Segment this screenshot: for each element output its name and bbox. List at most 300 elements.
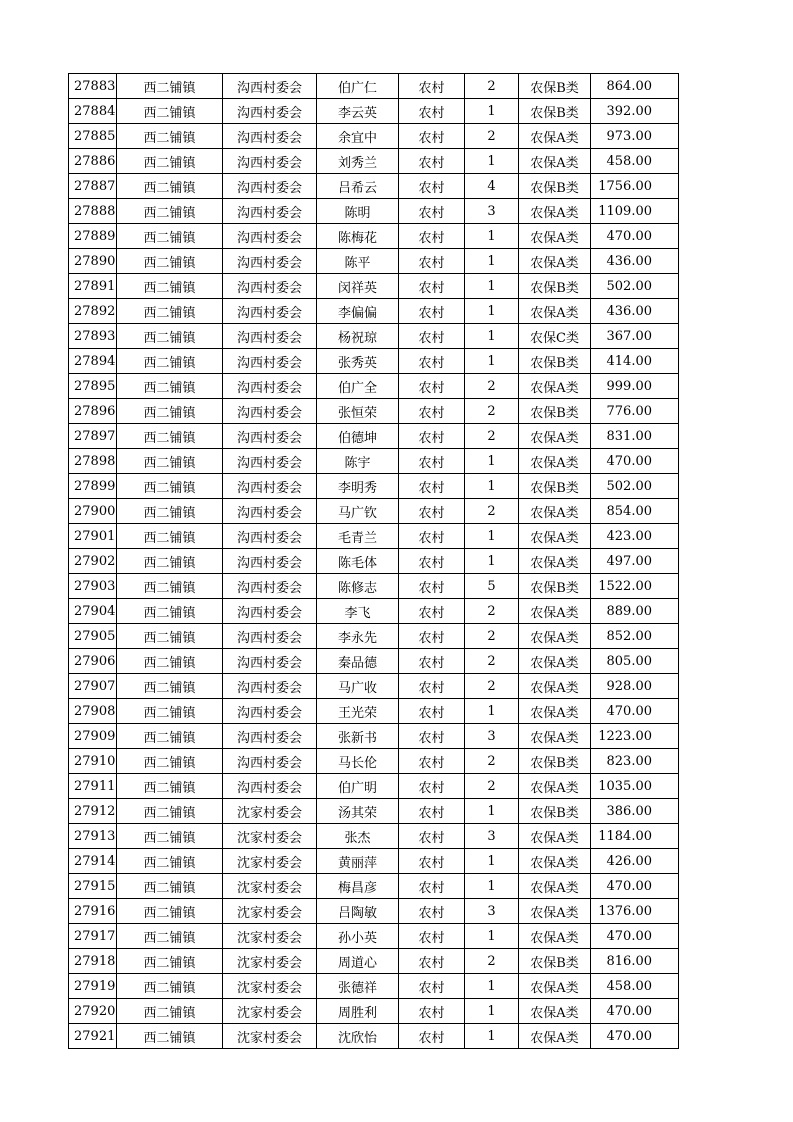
table-row bbox=[69, 549, 679, 574]
table-row bbox=[69, 574, 679, 599]
town-cell: 西二铺镇 bbox=[117, 249, 223, 274]
record-id-cell: 27898 bbox=[69, 449, 117, 474]
insurance-category-cell: 农保A类 bbox=[519, 1024, 591, 1049]
name-cell: 余宜中 bbox=[317, 124, 399, 149]
household-count-cell: 1 bbox=[465, 924, 519, 949]
insurance-category-cell: 农保A类 bbox=[519, 549, 591, 574]
household-count-cell: 1 bbox=[465, 324, 519, 349]
area-type-cell: 农村 bbox=[399, 724, 465, 749]
name-cell: 李云英 bbox=[317, 99, 399, 124]
amount-cell: 973.00 bbox=[591, 124, 679, 149]
town-cell: 西二铺镇 bbox=[117, 424, 223, 449]
amount-cell: 928.00 bbox=[591, 674, 679, 699]
household-count-cell: 1 bbox=[465, 699, 519, 724]
record-id-cell: 27892 bbox=[69, 299, 117, 324]
village-committee-cell: 沈家村委会 bbox=[223, 974, 317, 999]
name-cell: 沈欣怡 bbox=[317, 1024, 399, 1049]
village-committee-cell: 沈家村委会 bbox=[223, 1024, 317, 1049]
insurance-category-cell: 农保B类 bbox=[519, 474, 591, 499]
insurance-category-cell: 农保A类 bbox=[519, 924, 591, 949]
household-count-cell: 1 bbox=[465, 999, 519, 1024]
village-committee-cell: 沟西村委会 bbox=[223, 524, 317, 549]
village-committee-cell: 沟西村委会 bbox=[223, 199, 317, 224]
record-id-cell: 27905 bbox=[69, 624, 117, 649]
area-type-cell: 农村 bbox=[399, 1024, 465, 1049]
amount-cell: 470.00 bbox=[591, 874, 679, 899]
town-cell: 西二铺镇 bbox=[117, 824, 223, 849]
village-committee-cell: 沟西村委会 bbox=[223, 549, 317, 574]
name-cell: 李飞 bbox=[317, 599, 399, 624]
insurance-category-cell: 农保B类 bbox=[519, 349, 591, 374]
record-id-cell: 27916 bbox=[69, 899, 117, 924]
amount-cell: 436.00 bbox=[591, 249, 679, 274]
name-cell: 周道心 bbox=[317, 949, 399, 974]
table-row bbox=[69, 299, 679, 324]
town-cell: 西二铺镇 bbox=[117, 799, 223, 824]
table-row bbox=[69, 1024, 679, 1049]
town-cell: 西二铺镇 bbox=[117, 874, 223, 899]
town-cell: 西二铺镇 bbox=[117, 974, 223, 999]
area-type-cell: 农村 bbox=[399, 699, 465, 724]
town-cell: 西二铺镇 bbox=[117, 849, 223, 874]
name-cell: 伯广仁 bbox=[317, 74, 399, 99]
record-id-cell: 27886 bbox=[69, 149, 117, 174]
insurance-category-cell: 农保A类 bbox=[519, 674, 591, 699]
insurance-category-cell: 农保A类 bbox=[519, 599, 591, 624]
name-cell: 黄丽萍 bbox=[317, 849, 399, 874]
insurance-category-cell: 农保A类 bbox=[519, 774, 591, 799]
name-cell: 李永先 bbox=[317, 624, 399, 649]
name-cell: 陈梅花 bbox=[317, 224, 399, 249]
household-count-cell: 1 bbox=[465, 474, 519, 499]
record-id-cell: 27885 bbox=[69, 124, 117, 149]
name-cell: 陈毛体 bbox=[317, 549, 399, 574]
area-type-cell: 农村 bbox=[399, 74, 465, 99]
village-committee-cell: 沟西村委会 bbox=[223, 674, 317, 699]
household-count-cell: 1 bbox=[465, 224, 519, 249]
amount-cell: 423.00 bbox=[591, 524, 679, 549]
area-type-cell: 农村 bbox=[399, 749, 465, 774]
village-committee-cell: 沟西村委会 bbox=[223, 249, 317, 274]
household-count-cell: 1 bbox=[465, 524, 519, 549]
table-row bbox=[69, 174, 679, 199]
record-id-cell: 27919 bbox=[69, 974, 117, 999]
table-row bbox=[69, 99, 679, 124]
table-row bbox=[69, 674, 679, 699]
town-cell: 西二铺镇 bbox=[117, 674, 223, 699]
town-cell: 西二铺镇 bbox=[117, 374, 223, 399]
amount-cell: 889.00 bbox=[591, 599, 679, 624]
insurance-category-cell: 农保B类 bbox=[519, 274, 591, 299]
table-row bbox=[69, 599, 679, 624]
amount-cell: 854.00 bbox=[591, 499, 679, 524]
name-cell: 周胜利 bbox=[317, 999, 399, 1024]
amount-cell: 805.00 bbox=[591, 649, 679, 674]
data-table bbox=[68, 73, 679, 1049]
village-committee-cell: 沟西村委会 bbox=[223, 499, 317, 524]
amount-cell: 470.00 bbox=[591, 1024, 679, 1049]
household-count-cell: 2 bbox=[465, 749, 519, 774]
table-row bbox=[69, 824, 679, 849]
village-committee-cell: 沟西村委会 bbox=[223, 474, 317, 499]
village-committee-cell: 沟西村委会 bbox=[223, 649, 317, 674]
area-type-cell: 农村 bbox=[399, 974, 465, 999]
record-id-cell: 27908 bbox=[69, 699, 117, 724]
amount-cell: 816.00 bbox=[591, 949, 679, 974]
name-cell: 杨祝琼 bbox=[317, 324, 399, 349]
name-cell: 陈修志 bbox=[317, 574, 399, 599]
insurance-category-cell: 农保B类 bbox=[519, 74, 591, 99]
insurance-category-cell: 农保A类 bbox=[519, 824, 591, 849]
amount-cell: 436.00 bbox=[591, 299, 679, 324]
town-cell: 西二铺镇 bbox=[117, 474, 223, 499]
village-committee-cell: 沈家村委会 bbox=[223, 824, 317, 849]
village-committee-cell: 沟西村委会 bbox=[223, 174, 317, 199]
town-cell: 西二铺镇 bbox=[117, 1024, 223, 1049]
town-cell: 西二铺镇 bbox=[117, 449, 223, 474]
name-cell: 张杰 bbox=[317, 824, 399, 849]
area-type-cell: 农村 bbox=[399, 874, 465, 899]
household-count-cell: 2 bbox=[465, 774, 519, 799]
record-id-cell: 27910 bbox=[69, 749, 117, 774]
amount-cell: 470.00 bbox=[591, 924, 679, 949]
amount-cell: 497.00 bbox=[591, 549, 679, 574]
amount-cell: 823.00 bbox=[591, 749, 679, 774]
village-committee-cell: 沟西村委会 bbox=[223, 399, 317, 424]
village-committee-cell: 沈家村委会 bbox=[223, 874, 317, 899]
village-committee-cell: 沟西村委会 bbox=[223, 124, 317, 149]
table-row bbox=[69, 199, 679, 224]
name-cell: 伯德坤 bbox=[317, 424, 399, 449]
village-committee-cell: 沟西村委会 bbox=[223, 724, 317, 749]
insurance-category-cell: 农保A类 bbox=[519, 649, 591, 674]
area-type-cell: 农村 bbox=[399, 599, 465, 624]
household-count-cell: 1 bbox=[465, 1024, 519, 1049]
town-cell: 西二铺镇 bbox=[117, 574, 223, 599]
town-cell: 西二铺镇 bbox=[117, 399, 223, 424]
name-cell: 张新书 bbox=[317, 724, 399, 749]
insurance-category-cell: 农保A类 bbox=[519, 899, 591, 924]
record-id-cell: 27907 bbox=[69, 674, 117, 699]
town-cell: 西二铺镇 bbox=[117, 499, 223, 524]
household-count-cell: 2 bbox=[465, 649, 519, 674]
record-id-cell: 27893 bbox=[69, 324, 117, 349]
area-type-cell: 农村 bbox=[399, 624, 465, 649]
household-count-cell: 1 bbox=[465, 249, 519, 274]
insurance-category-cell: 农保A类 bbox=[519, 199, 591, 224]
village-committee-cell: 沟西村委会 bbox=[223, 374, 317, 399]
insurance-category-cell: 农保A类 bbox=[519, 699, 591, 724]
household-count-cell: 1 bbox=[465, 874, 519, 899]
table-row bbox=[69, 624, 679, 649]
table-row bbox=[69, 324, 679, 349]
name-cell: 马长伦 bbox=[317, 749, 399, 774]
household-count-cell: 2 bbox=[465, 124, 519, 149]
amount-cell: 392.00 bbox=[591, 99, 679, 124]
area-type-cell: 农村 bbox=[399, 824, 465, 849]
area-type-cell: 农村 bbox=[399, 674, 465, 699]
name-cell: 毛青兰 bbox=[317, 524, 399, 549]
household-count-cell: 1 bbox=[465, 299, 519, 324]
table-row bbox=[69, 374, 679, 399]
insurance-category-cell: 农保B类 bbox=[519, 799, 591, 824]
village-committee-cell: 沈家村委会 bbox=[223, 949, 317, 974]
record-id-cell: 27899 bbox=[69, 474, 117, 499]
household-count-cell: 1 bbox=[465, 974, 519, 999]
name-cell: 马广收 bbox=[317, 674, 399, 699]
household-count-cell: 3 bbox=[465, 899, 519, 924]
village-committee-cell: 沟西村委会 bbox=[223, 699, 317, 724]
town-cell: 西二铺镇 bbox=[117, 99, 223, 124]
record-id-cell: 27918 bbox=[69, 949, 117, 974]
village-committee-cell: 沟西村委会 bbox=[223, 624, 317, 649]
record-id-cell: 27902 bbox=[69, 549, 117, 574]
amount-cell: 1184.00 bbox=[591, 824, 679, 849]
area-type-cell: 农村 bbox=[399, 299, 465, 324]
household-count-cell: 3 bbox=[465, 824, 519, 849]
amount-cell: 367.00 bbox=[591, 324, 679, 349]
amount-cell: 426.00 bbox=[591, 849, 679, 874]
town-cell: 西二铺镇 bbox=[117, 74, 223, 99]
area-type-cell: 农村 bbox=[399, 374, 465, 399]
household-count-cell: 1 bbox=[465, 274, 519, 299]
town-cell: 西二铺镇 bbox=[117, 349, 223, 374]
area-type-cell: 农村 bbox=[399, 899, 465, 924]
insurance-category-cell: 农保B类 bbox=[519, 174, 591, 199]
name-cell: 伯广明 bbox=[317, 774, 399, 799]
insurance-category-cell: 农保A类 bbox=[519, 724, 591, 749]
amount-cell: 1223.00 bbox=[591, 724, 679, 749]
area-type-cell: 农村 bbox=[399, 774, 465, 799]
area-type-cell: 农村 bbox=[399, 324, 465, 349]
area-type-cell: 农村 bbox=[399, 449, 465, 474]
area-type-cell: 农村 bbox=[399, 424, 465, 449]
area-type-cell: 农村 bbox=[399, 274, 465, 299]
area-type-cell: 农村 bbox=[399, 649, 465, 674]
amount-cell: 1756.00 bbox=[591, 174, 679, 199]
town-cell: 西二铺镇 bbox=[117, 949, 223, 974]
household-count-cell: 3 bbox=[465, 724, 519, 749]
table-row bbox=[69, 274, 679, 299]
town-cell: 西二铺镇 bbox=[117, 149, 223, 174]
table-row bbox=[69, 774, 679, 799]
household-count-cell: 2 bbox=[465, 424, 519, 449]
household-count-cell: 2 bbox=[465, 599, 519, 624]
record-id-cell: 27888 bbox=[69, 199, 117, 224]
household-count-cell: 3 bbox=[465, 199, 519, 224]
name-cell: 陈明 bbox=[317, 199, 399, 224]
town-cell: 西二铺镇 bbox=[117, 124, 223, 149]
insurance-category-cell: 农保A类 bbox=[519, 449, 591, 474]
area-type-cell: 农村 bbox=[399, 799, 465, 824]
household-count-cell: 4 bbox=[465, 174, 519, 199]
town-cell: 西二铺镇 bbox=[117, 749, 223, 774]
name-cell: 刘秀兰 bbox=[317, 149, 399, 174]
town-cell: 西二铺镇 bbox=[117, 174, 223, 199]
household-count-cell: 1 bbox=[465, 549, 519, 574]
area-type-cell: 农村 bbox=[399, 949, 465, 974]
village-committee-cell: 沟西村委会 bbox=[223, 774, 317, 799]
name-cell: 陈平 bbox=[317, 249, 399, 274]
area-type-cell: 农村 bbox=[399, 124, 465, 149]
table-row bbox=[69, 699, 679, 724]
name-cell: 张德祥 bbox=[317, 974, 399, 999]
insurance-category-cell: 农保A类 bbox=[519, 149, 591, 174]
household-count-cell: 2 bbox=[465, 949, 519, 974]
record-id-cell: 27904 bbox=[69, 599, 117, 624]
amount-cell: 414.00 bbox=[591, 349, 679, 374]
town-cell: 西二铺镇 bbox=[117, 699, 223, 724]
amount-cell: 386.00 bbox=[591, 799, 679, 824]
table-row bbox=[69, 499, 679, 524]
record-id-cell: 27917 bbox=[69, 924, 117, 949]
record-id-cell: 27897 bbox=[69, 424, 117, 449]
household-count-cell: 1 bbox=[465, 849, 519, 874]
insurance-category-cell: 农保B类 bbox=[519, 99, 591, 124]
table-row bbox=[69, 924, 679, 949]
name-cell: 王光荣 bbox=[317, 699, 399, 724]
table-row bbox=[69, 249, 679, 274]
village-committee-cell: 沟西村委会 bbox=[223, 349, 317, 374]
table-row bbox=[69, 399, 679, 424]
town-cell: 西二铺镇 bbox=[117, 649, 223, 674]
village-committee-cell: 沟西村委会 bbox=[223, 324, 317, 349]
village-committee-cell: 沟西村委会 bbox=[223, 224, 317, 249]
record-id-cell: 27920 bbox=[69, 999, 117, 1024]
town-cell: 西二铺镇 bbox=[117, 599, 223, 624]
insurance-category-cell: 农保A类 bbox=[519, 224, 591, 249]
amount-cell: 470.00 bbox=[591, 224, 679, 249]
name-cell: 吕陶敏 bbox=[317, 899, 399, 924]
area-type-cell: 农村 bbox=[399, 174, 465, 199]
record-id-cell: 27896 bbox=[69, 399, 117, 424]
insurance-category-cell: 农保C类 bbox=[519, 324, 591, 349]
amount-cell: 1376.00 bbox=[591, 899, 679, 924]
village-committee-cell: 沟西村委会 bbox=[223, 749, 317, 774]
insurance-category-cell: 农保B类 bbox=[519, 399, 591, 424]
record-id-cell: 27895 bbox=[69, 374, 117, 399]
table-row bbox=[69, 474, 679, 499]
amount-cell: 1522.00 bbox=[591, 574, 679, 599]
table-row bbox=[69, 849, 679, 874]
village-committee-cell: 沈家村委会 bbox=[223, 849, 317, 874]
record-id-cell: 27894 bbox=[69, 349, 117, 374]
table-row bbox=[69, 424, 679, 449]
area-type-cell: 农村 bbox=[399, 924, 465, 949]
table-row bbox=[69, 749, 679, 774]
table-row bbox=[69, 999, 679, 1024]
area-type-cell: 农村 bbox=[399, 149, 465, 174]
table-row bbox=[69, 124, 679, 149]
insurance-category-cell: 农保A类 bbox=[519, 874, 591, 899]
amount-cell: 776.00 bbox=[591, 399, 679, 424]
record-id-cell: 27921 bbox=[69, 1024, 117, 1049]
village-committee-cell: 沟西村委会 bbox=[223, 299, 317, 324]
household-count-cell: 5 bbox=[465, 574, 519, 599]
name-cell: 伯广全 bbox=[317, 374, 399, 399]
table-row bbox=[69, 724, 679, 749]
record-id-cell: 27914 bbox=[69, 849, 117, 874]
record-id-cell: 27901 bbox=[69, 524, 117, 549]
amount-cell: 458.00 bbox=[591, 149, 679, 174]
area-type-cell: 农村 bbox=[399, 574, 465, 599]
town-cell: 西二铺镇 bbox=[117, 549, 223, 574]
town-cell: 西二铺镇 bbox=[117, 774, 223, 799]
name-cell: 陈宇 bbox=[317, 449, 399, 474]
insurance-category-cell: 农保A类 bbox=[519, 999, 591, 1024]
area-type-cell: 农村 bbox=[399, 474, 465, 499]
village-committee-cell: 沟西村委会 bbox=[223, 274, 317, 299]
amount-cell: 1109.00 bbox=[591, 199, 679, 224]
table-row bbox=[69, 974, 679, 999]
amount-cell: 852.00 bbox=[591, 624, 679, 649]
insurance-category-cell: 农保A类 bbox=[519, 124, 591, 149]
household-count-cell: 2 bbox=[465, 399, 519, 424]
name-cell: 马广钦 bbox=[317, 499, 399, 524]
name-cell: 张恒荣 bbox=[317, 399, 399, 424]
record-id-cell: 27903 bbox=[69, 574, 117, 599]
table-row bbox=[69, 224, 679, 249]
name-cell: 吕希云 bbox=[317, 174, 399, 199]
name-cell: 孙小英 bbox=[317, 924, 399, 949]
area-type-cell: 农村 bbox=[399, 549, 465, 574]
insurance-category-cell: 农保A类 bbox=[519, 974, 591, 999]
record-id-cell: 27915 bbox=[69, 874, 117, 899]
insurance-category-cell: 农保A类 bbox=[519, 249, 591, 274]
town-cell: 西二铺镇 bbox=[117, 224, 223, 249]
village-committee-cell: 沈家村委会 bbox=[223, 999, 317, 1024]
record-id-cell: 27883 bbox=[69, 74, 117, 99]
name-cell: 梅昌彦 bbox=[317, 874, 399, 899]
area-type-cell: 农村 bbox=[399, 349, 465, 374]
household-count-cell: 2 bbox=[465, 374, 519, 399]
town-cell: 西二铺镇 bbox=[117, 324, 223, 349]
record-id-cell: 27906 bbox=[69, 649, 117, 674]
amount-cell: 502.00 bbox=[591, 274, 679, 299]
record-id-cell: 27913 bbox=[69, 824, 117, 849]
table-body bbox=[69, 74, 679, 1049]
area-type-cell: 农村 bbox=[399, 524, 465, 549]
record-id-cell: 27887 bbox=[69, 174, 117, 199]
table-row bbox=[69, 899, 679, 924]
insurance-category-cell: 农保B类 bbox=[519, 574, 591, 599]
record-id-cell: 27884 bbox=[69, 99, 117, 124]
table-row bbox=[69, 799, 679, 824]
town-cell: 西二铺镇 bbox=[117, 624, 223, 649]
village-committee-cell: 沈家村委会 bbox=[223, 899, 317, 924]
household-count-cell: 1 bbox=[465, 99, 519, 124]
town-cell: 西二铺镇 bbox=[117, 724, 223, 749]
village-committee-cell: 沟西村委会 bbox=[223, 574, 317, 599]
amount-cell: 470.00 bbox=[591, 999, 679, 1024]
name-cell: 李偏偏 bbox=[317, 299, 399, 324]
table-row bbox=[69, 74, 679, 99]
record-id-cell: 27911 bbox=[69, 774, 117, 799]
amount-cell: 458.00 bbox=[591, 974, 679, 999]
record-id-cell: 27891 bbox=[69, 274, 117, 299]
table-row bbox=[69, 524, 679, 549]
village-committee-cell: 沟西村委会 bbox=[223, 74, 317, 99]
household-count-cell: 2 bbox=[465, 624, 519, 649]
amount-cell: 831.00 bbox=[591, 424, 679, 449]
amount-cell: 999.00 bbox=[591, 374, 679, 399]
area-type-cell: 农村 bbox=[399, 499, 465, 524]
area-type-cell: 农村 bbox=[399, 849, 465, 874]
insurance-category-cell: 农保A类 bbox=[519, 624, 591, 649]
insurance-category-cell: 农保A类 bbox=[519, 424, 591, 449]
name-cell: 秦品德 bbox=[317, 649, 399, 674]
record-id-cell: 27900 bbox=[69, 499, 117, 524]
